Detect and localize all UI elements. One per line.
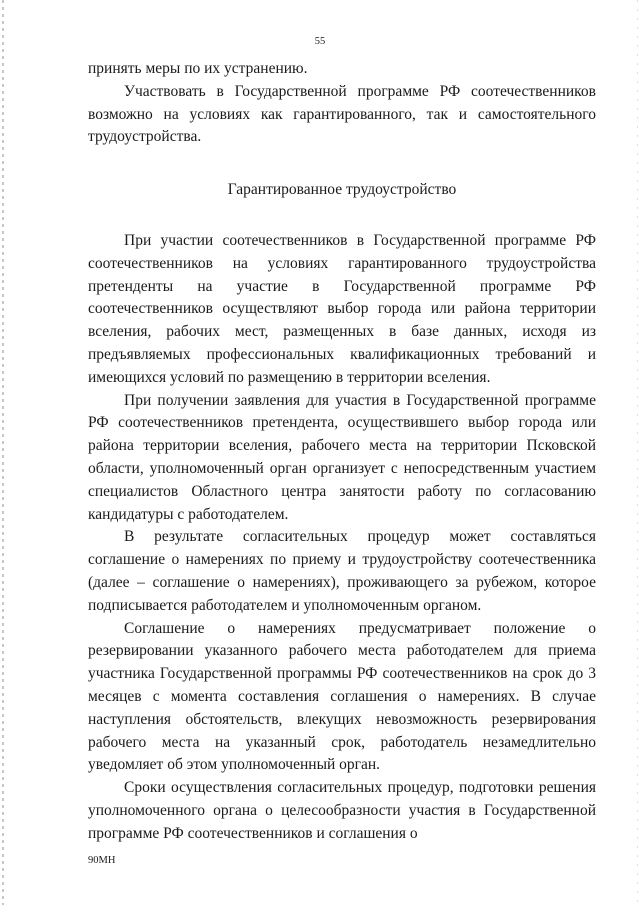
paragraph-procedure-terms: Сроки осуществления согласительных процедур, подготовки решения уполномоченного органа о целесообразности участия в Государственной программе РФ соотечественников и соглашения о bbox=[88, 779, 596, 842]
footer-code: 90МН bbox=[88, 855, 116, 866]
scan-edge-left bbox=[2, 0, 4, 905]
paragraph-intent-agreement: В результате согласительных процедур может составляться соглашение о намерениях по приему и трудоустройству соотечественника (далее – соглашение о намерениях), проживающего за рубежом, которое подписывается работодателем и уполномоченным органом. bbox=[88, 528, 596, 614]
paragraph-guaranteed-selection: При участии соотечественников в Государственной программе РФ соотечественников на условиях гарантированного трудоустройства претенденты на участие в Государственной программе РФ соотечественников осуществляют выбор города или района территории вселения, рабочих мест, размещенных в базе данных, исходя из предъявляемых профессиональных квалификационных требований и имеющихся условий по размещению в территории вселения. bbox=[88, 231, 596, 386]
intro-continuation: принять меры по их устранению. bbox=[88, 60, 308, 77]
document-body bbox=[88, 58, 596, 846]
paragraph-job-reservation: Соглашение о намерениях предусматривает положение о резервировании указанного рабочего места работодателем для приема участника Государственной программы РФ соотечественников на срок до 3 месяцев с момента составления соглашения о намерениях. В случае наступления обстоятельств, влекущих невозможность резервирования рабочего места на указанный срок, работодатель незамедлительно уведомляет об этом уполномоченный орган. bbox=[88, 619, 596, 774]
section-heading: Гарантированное трудоустройство bbox=[227, 181, 457, 199]
paragraph-application-processing: При получении заявления для участия в Государственной программе РФ соотечественников претендента, осуществившего выбор города или района территории вселения, рабочего места на территории Псковской области, уполномоченный орган организует с непосредственным участием специалистов Областного центра занятости работу по согласованию кандидатуры с работодателем. bbox=[88, 391, 596, 523]
scan-edge-right bbox=[637, 0, 638, 905]
page-number: 55 bbox=[314, 36, 326, 47]
intro-paragraph: Участвовать в Государственной программе РФ соотечественников возможно на условиях как гарантированного, так и самостоятельного трудоустройства. bbox=[88, 82, 596, 146]
